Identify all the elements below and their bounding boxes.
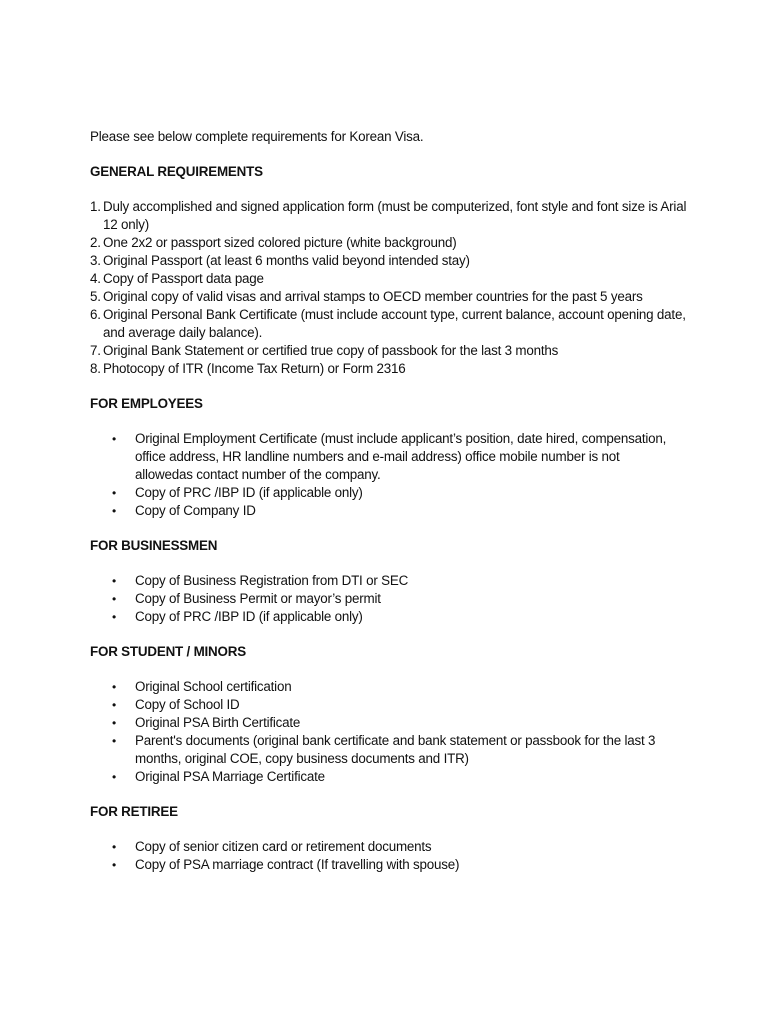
item-text: One 2x2 or passport sized colored picture (white background) <box>103 235 457 250</box>
general-item-5 <box>90 288 690 306</box>
document-page <box>90 128 690 891</box>
employees-heading: FOR EMPLOYEES <box>90 396 203 411</box>
item-text: Original copy of valid visas and arrival stamps to OECD member countries for the past 5 years <box>103 289 643 304</box>
item-number: 8. <box>90 361 101 376</box>
item-number: 3. <box>90 253 101 268</box>
general-requirements-heading: GENERAL REQUIREMENTS <box>90 164 263 179</box>
retiree-list <box>90 838 690 874</box>
item-text: Original Personal Bank Certificate (must include account type, current balance, account opening date, and average daily balance). <box>103 307 686 340</box>
general-item-2 <box>90 234 690 252</box>
list-item: • Copy of PRC /IBP ID (if applicable only) <box>90 484 690 502</box>
list-item: • Copy of PRC /IBP ID (if applicable only) <box>90 608 690 626</box>
employees-list <box>90 430 690 520</box>
item-number: 4. <box>90 271 101 286</box>
retiree-heading: FOR RETIREE <box>90 804 178 819</box>
list-item: • Copy of PSA marriage contract (If travelling with spouse) <box>90 856 690 874</box>
students-heading: FOR STUDENT / MINORS <box>90 644 246 659</box>
businessmen-list <box>90 572 690 626</box>
list-item: • Copy of Company ID <box>90 502 690 520</box>
list-item: • Original School certification <box>90 678 690 696</box>
item-number: 6. <box>90 307 101 322</box>
item-text: Duly accomplished and signed application form (must be computerized, font style and font size is Arial 12 only) <box>103 199 687 232</box>
businessmen-heading: FOR BUSINESSMEN <box>90 538 218 553</box>
general-item-6 <box>90 306 690 342</box>
general-item-4 <box>90 270 690 288</box>
list-item: • Original PSA Marriage Certificate <box>90 768 690 786</box>
item-number: 1. <box>90 199 101 214</box>
item-number: 7. <box>90 343 101 358</box>
general-item-8 <box>90 360 690 378</box>
students-list <box>90 678 690 786</box>
general-item-1 <box>90 198 690 234</box>
list-item: • Parent's documents (original bank certificate and bank statement or passbook for the last 3 months, original COE, copy business documents and ITR) <box>90 732 690 768</box>
list-item: • Original Employment Certificate (must include applicant’s position, date hired, compensation, office address, HR landline numbers and e-mail address) office mobile number is not allowedas contact number of the company. <box>90 430 690 484</box>
general-requirements-list <box>90 198 690 378</box>
item-text: Original Passport (at least 6 months valid beyond intended stay) <box>103 253 470 268</box>
general-item-3 <box>90 252 690 270</box>
list-item: • Copy of senior citizen card or retirement documents <box>90 838 690 856</box>
intro-text: Please see below complete requirements for Korean Visa. <box>90 129 424 144</box>
list-item: • Copy of Business Registration from DTI or SEC <box>90 572 690 590</box>
item-text: Original Bank Statement or certified true copy of passbook for the last 3 months <box>103 343 559 358</box>
list-item: • Original PSA Birth Certificate <box>90 714 690 732</box>
list-item: • Copy of Business Permit or mayor’s permit <box>90 590 690 608</box>
item-text: Photocopy of ITR (Income Tax Return) or Form 2316 <box>103 361 406 376</box>
item-number: 2. <box>90 235 101 250</box>
item-text: Copy of Passport data page <box>103 271 264 286</box>
item-number: 5. <box>90 289 101 304</box>
list-item: • Copy of School ID <box>90 696 690 714</box>
general-item-7 <box>90 342 690 360</box>
